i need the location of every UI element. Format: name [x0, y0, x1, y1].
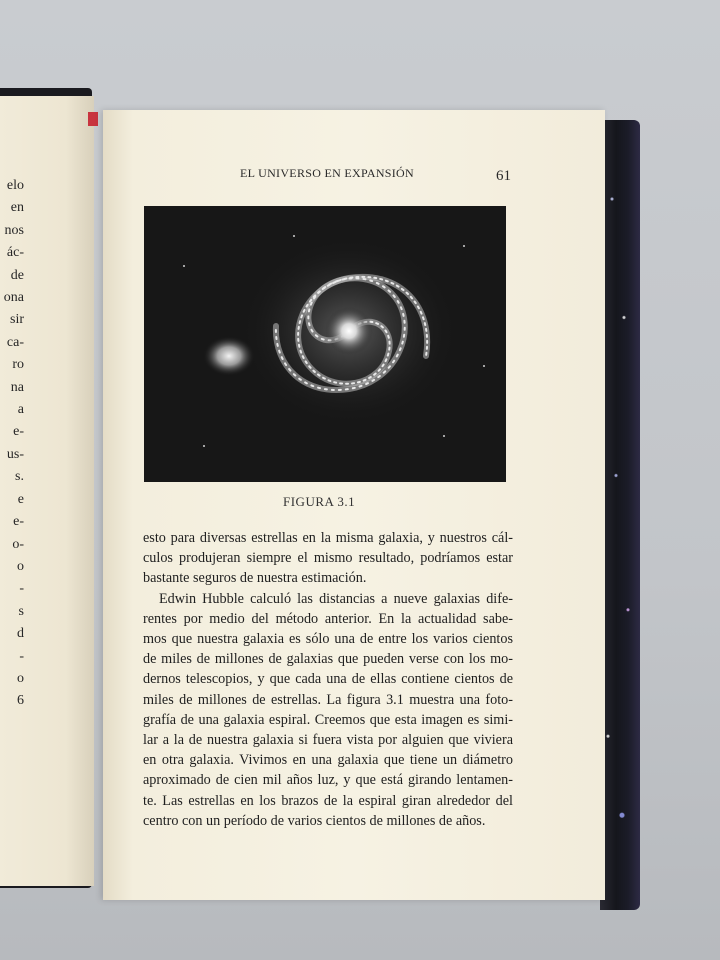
spiral-galaxy-image: [144, 206, 506, 482]
galaxy-photograph: [144, 206, 506, 482]
figure-caption: FIGURA 3.1: [283, 494, 356, 509]
left-page-fragment: na: [10, 379, 24, 395]
left-page-fragment: s.: [15, 469, 24, 485]
body-line: culos produjeran siempre el mismo resultado, podríamos estar: [143, 550, 513, 567]
body-line: te. Las estrellas en los brazos de la espiral giran alrededor del: [143, 792, 513, 809]
body-line: lar a la de nuestra galaxia si fuera vista por alguien que viviera: [143, 732, 513, 749]
bookmark-edge: [88, 112, 98, 126]
body-line: centro con un período de varios cientos de millones de años.: [143, 812, 486, 829]
left-page-fragment: s: [18, 603, 24, 619]
left-page-fragment: e-: [13, 424, 24, 440]
left-page-fragment: elo: [6, 178, 24, 193]
body-line: Edwin Hubble calculó las distancias a nueve galaxias dife-: [159, 590, 513, 607]
left-page-fragment: ro: [12, 357, 24, 373]
left-page-fragment: sir: [10, 312, 24, 328]
body-line: grafía de una galaxia espiral. Creemos que esta imagen es simi-: [143, 711, 513, 728]
left-page-fragment: us-: [6, 446, 24, 462]
left-page-fragment: en: [10, 200, 24, 216]
running-head: EL UNIVERSO EN EXPANSIÓN: [240, 166, 414, 180]
left-page-fragment: 6: [17, 693, 24, 709]
left-page-fragment: ác-: [6, 245, 24, 261]
page-number: 61: [496, 168, 511, 184]
body-line: mos que nuestra galaxia es sólo una de entre los varios cientos: [143, 631, 513, 648]
left-page-fragment: ca-: [6, 334, 24, 350]
body-line: aproximado de cien mil años luz, y que está girando lentamen-: [143, 772, 513, 789]
right-cover-spine: [600, 120, 640, 910]
left-page-fragment: -: [19, 581, 24, 597]
body-line: en otra galaxia. Vivimos en una galaxia que tiene un diámetro: [143, 752, 513, 769]
left-page-fragment: e-: [13, 514, 24, 530]
left-page-fragment: e: [17, 491, 24, 507]
body-line: miles de millones de estrellas. La figura 3.1 muestra una foto-: [143, 691, 513, 708]
left-page-fragment: o: [17, 558, 24, 574]
body-line: dernos telescopios, y que cada una de ellas contiene cientos de: [143, 671, 513, 688]
left-page-fragment: nos: [4, 222, 24, 238]
body-line: bastante seguros de nuestra estimación.: [143, 570, 367, 587]
left-page-fragment: a: [17, 402, 24, 418]
left-page-fragment: o: [17, 670, 24, 686]
body-line: esto para diversas estrellas en la misma galaxia, y nuestros cál-: [143, 530, 513, 546]
left-page-fragment: ona: [3, 290, 24, 306]
left-page-fragment: d: [17, 626, 24, 642]
left-page-fragment: -: [19, 648, 24, 664]
left-page-text-fragments: [0, 175, 24, 713]
body-line: rentes por medio del método anterior. En la actualidad sabe-: [143, 610, 513, 627]
left-page-fragment: o-: [12, 536, 24, 552]
body-text: [143, 528, 513, 831]
left-page-fragment: de: [10, 267, 24, 283]
body-line: de miles de millones de galaxias que pueden verse con los mo-: [143, 651, 513, 668]
